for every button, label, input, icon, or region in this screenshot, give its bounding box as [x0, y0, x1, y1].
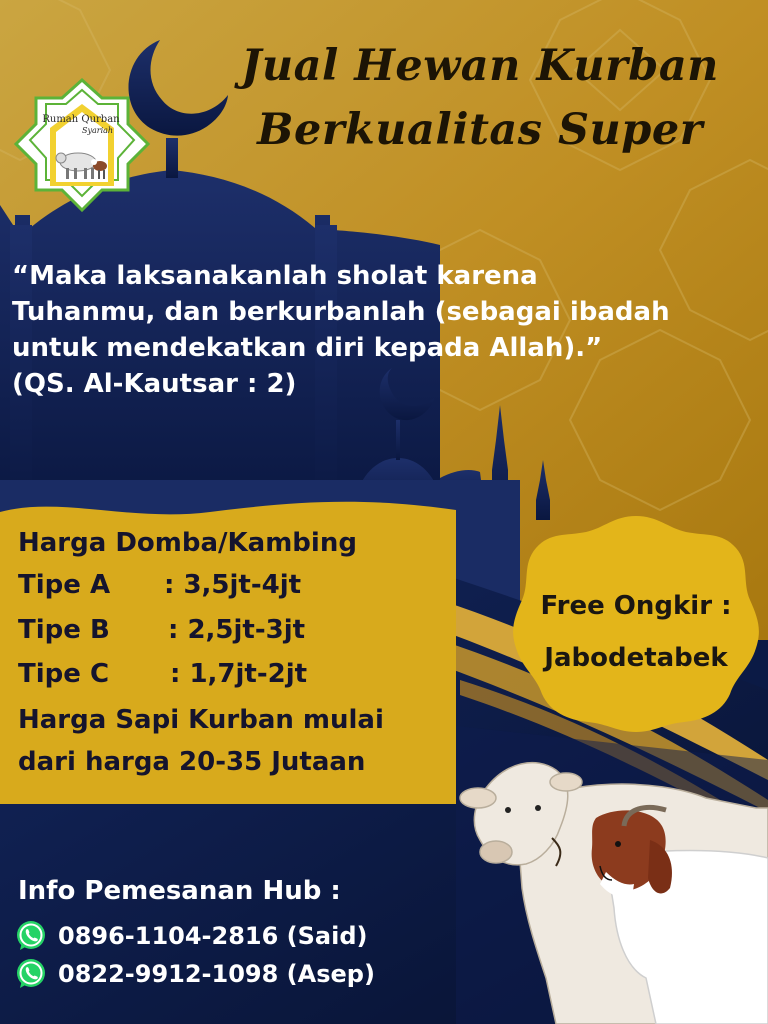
- title-line-2: Berkualitas Super: [257, 105, 703, 155]
- sapi-price-line-2: dari harga 20-35 Jutaan: [18, 747, 366, 777]
- price-row-b: [18, 612, 306, 648]
- contact-row-said[interactable]: [14, 918, 368, 954]
- price-type-b-value: : 2,5jt-3jt: [168, 615, 306, 645]
- quote-line-3: untuk mendekatkan diri kepada Allah).”: [12, 333, 603, 363]
- title-line-1: Jual Hewan Kurban: [241, 41, 719, 91]
- price-type-c-label: Tipe C: [18, 659, 110, 689]
- quote-line-2: Tuhanmu, dan berkurbanlah (sebagai ibadah: [12, 297, 670, 327]
- price-row-c: [18, 656, 308, 692]
- logo-name: Rumah Qurban: [42, 114, 120, 125]
- contact-row-asep[interactable]: [14, 956, 375, 992]
- logo-subtitle: Syariah: [82, 126, 114, 135]
- badge-line-1: Free Ongkir :: [540, 591, 732, 621]
- order-info-heading: Info Pemesanan Hub :: [18, 876, 341, 906]
- logo: [6, 78, 158, 220]
- badge-line-2: Jabodetabek: [544, 643, 728, 673]
- quote-line-1: “Maka laksanakanlah sholat karena: [12, 261, 538, 291]
- price-type-b-label: Tipe B: [18, 615, 110, 645]
- quote-source: (QS. Al-Kautsar : 2): [12, 369, 297, 399]
- cow-and-goat-image: [456, 748, 768, 1024]
- quote-block: [12, 258, 762, 402]
- phone-number-asep[interactable]: 0822-9912-1098 (Asep): [58, 960, 375, 988]
- price-type-a-label: Tipe A: [18, 570, 111, 600]
- price-type-c-value: : 1,7jt-2jt: [170, 659, 308, 689]
- sapi-price-line-1: Harga Sapi Kurban mulai: [18, 705, 384, 735]
- whatsapp-icon: [14, 919, 48, 953]
- free-shipping-badge: [508, 512, 764, 734]
- phone-number-said[interactable]: 0896-1104-2816 (Said): [58, 922, 368, 950]
- price-heading: Harga Domba/Kambing: [18, 528, 357, 558]
- price-type-a-value: : 3,5jt-4jt: [164, 570, 302, 600]
- whatsapp-icon: [14, 957, 48, 991]
- price-row-a: [18, 567, 302, 603]
